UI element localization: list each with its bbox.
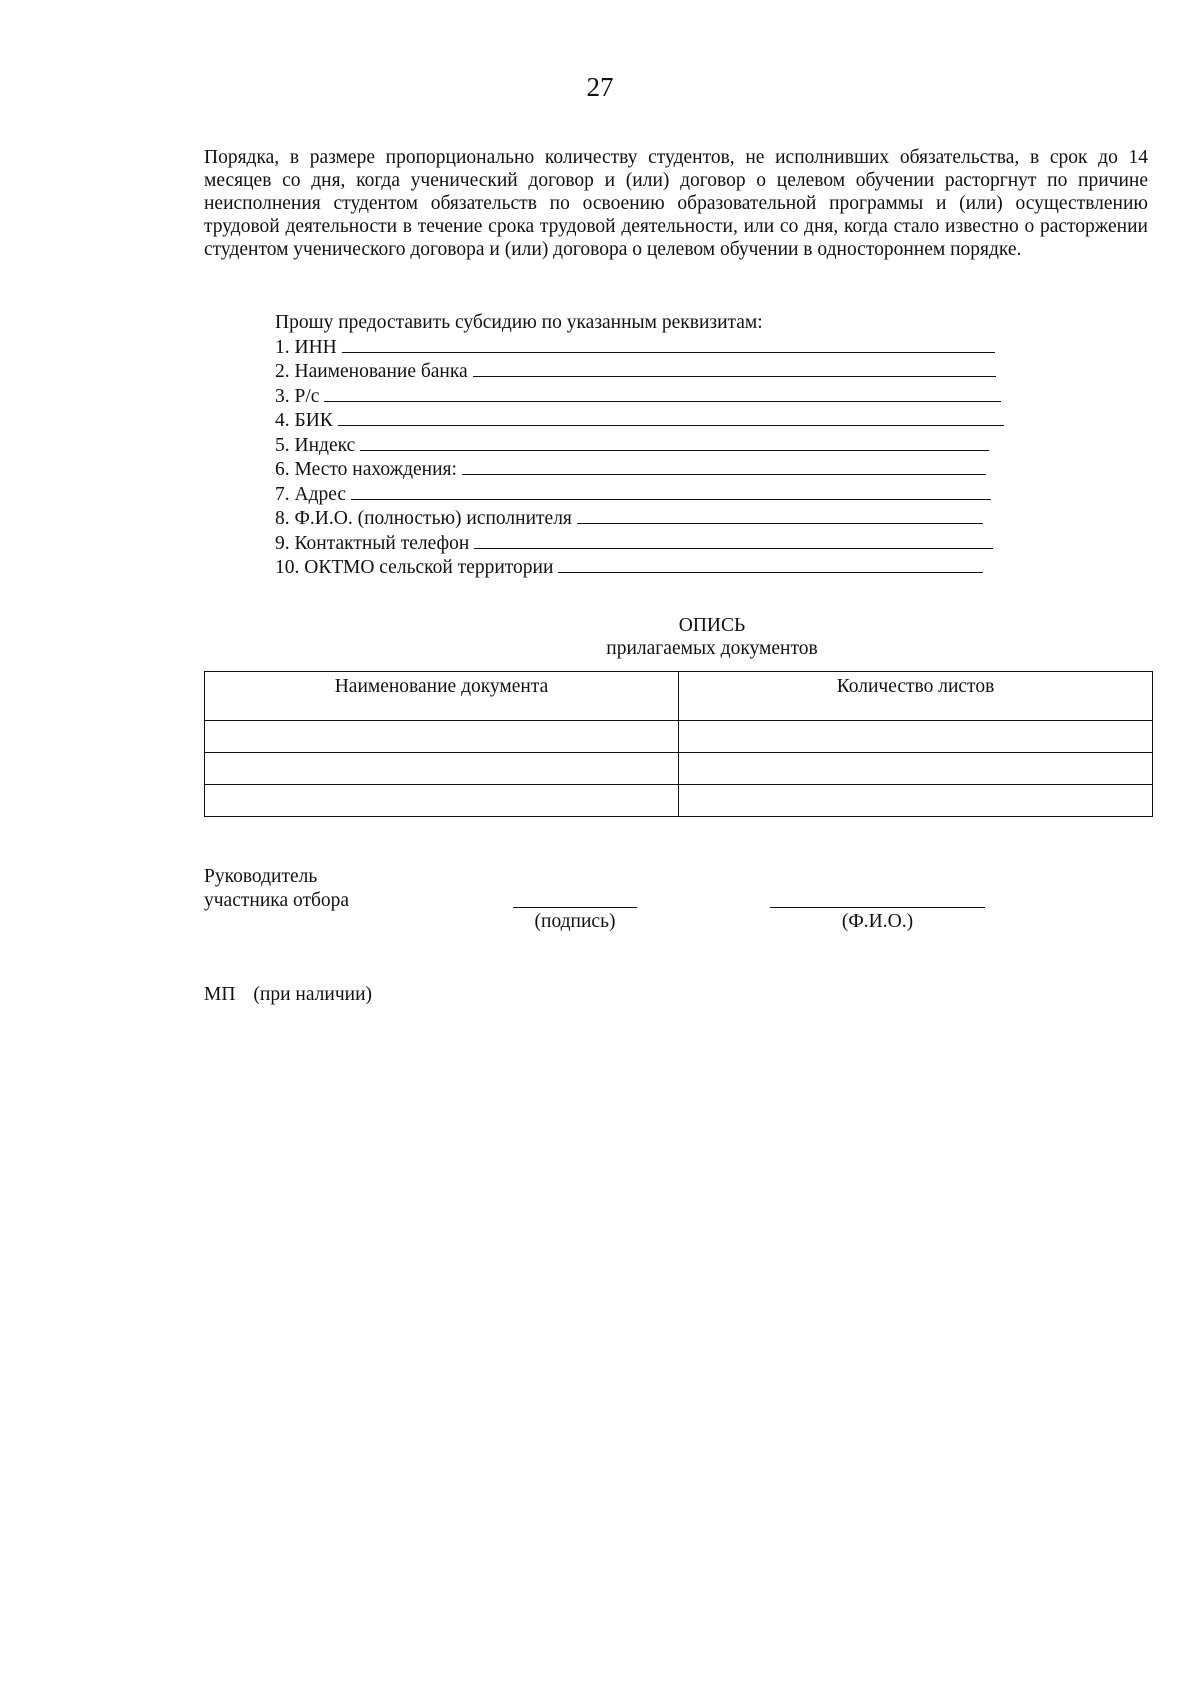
field-inn bbox=[275, 335, 1015, 360]
stamp-placeholder bbox=[204, 983, 372, 1007]
signer-label bbox=[204, 865, 349, 913]
fill-line[interactable] bbox=[474, 531, 993, 549]
name-line[interactable] bbox=[770, 907, 985, 908]
table-cell[interactable] bbox=[205, 753, 679, 785]
request-title: Прошу предоставить субсидию по указанным реквизитам: bbox=[275, 312, 763, 333]
field-label: 3. Р/с bbox=[275, 385, 320, 407]
field-label: 6. Место нахождения: bbox=[275, 459, 457, 480]
field-location bbox=[275, 457, 1015, 482]
field-executor-name bbox=[275, 506, 1015, 531]
table-row bbox=[205, 753, 1153, 785]
table-header-row bbox=[205, 672, 1153, 721]
field-label: 4. БИК bbox=[275, 410, 333, 431]
inventory-title: ОПИСЬ bbox=[678, 615, 746, 636]
fill-line[interactable] bbox=[360, 433, 989, 451]
field-label: 5. Индекс bbox=[275, 434, 356, 456]
fill-line[interactable] bbox=[351, 482, 991, 500]
table-cell[interactable] bbox=[205, 721, 679, 753]
stamp-label: МП bbox=[204, 984, 236, 1005]
fill-line[interactable] bbox=[324, 384, 1001, 402]
table-row bbox=[205, 785, 1153, 817]
fill-line[interactable] bbox=[338, 408, 1004, 426]
column-header-document-name: Наименование документа bbox=[205, 672, 679, 721]
field-label: 10. ОКТМО сельской территории bbox=[275, 557, 554, 578]
fill-line[interactable] bbox=[577, 506, 983, 524]
field-label: 2. Наименование банка bbox=[275, 361, 468, 382]
signer-label-line2: участника отбора bbox=[204, 890, 350, 911]
stamp-note: (при наличии) bbox=[253, 984, 373, 1005]
field-label: 8. Ф.И.О. (полностью) исполнителя bbox=[275, 508, 572, 529]
field-account bbox=[275, 384, 1015, 409]
field-label: 1. ИНН bbox=[275, 336, 337, 358]
field-label: 7. Адрес bbox=[275, 483, 347, 505]
signature-line[interactable] bbox=[513, 907, 637, 908]
documents-table bbox=[204, 671, 1153, 817]
fill-line[interactable] bbox=[473, 359, 996, 377]
fill-line[interactable] bbox=[462, 457, 986, 475]
bank-details-request bbox=[275, 311, 1015, 580]
field-oktmo bbox=[275, 555, 1015, 580]
intro-paragraph: Порядка, в размере пропорционально количеству студентов, не исполнивших обязательства, в срок до 14 месяцев со дня, когда ученический договор и (или) договор о целевом обучении расторгнут по причине неисполнения студентом обязательств по освоению образовательной программы и (или) осуществлению трудовой деятельности в течение срока трудовой деятельности, или со дня, когда стало известно о расторжении студентом ученического договора и (или) договора о целевом обучении в одностороннем порядке. bbox=[204, 147, 1148, 260]
table-cell[interactable] bbox=[679, 753, 1153, 785]
name-caption: (Ф.И.О.) bbox=[841, 911, 914, 932]
signature-caption: (подпись) bbox=[534, 911, 616, 932]
field-bik bbox=[275, 408, 1015, 433]
column-header-page-count: Количество листов bbox=[679, 672, 1153, 721]
fill-line[interactable] bbox=[558, 555, 983, 573]
table-cell[interactable] bbox=[679, 785, 1153, 817]
fill-line[interactable] bbox=[342, 335, 995, 353]
field-label: 9. Контактный телефон bbox=[275, 532, 470, 554]
page-number: 27 bbox=[586, 72, 614, 102]
field-index bbox=[275, 433, 1015, 458]
signer-label-line1: Руководитель bbox=[204, 866, 318, 887]
table-cell[interactable] bbox=[205, 785, 679, 817]
table-cell[interactable] bbox=[679, 721, 1153, 753]
field-bank-name bbox=[275, 359, 1015, 384]
inventory-subtitle: прилагаемых документов bbox=[606, 638, 818, 659]
field-address bbox=[275, 482, 1015, 507]
field-phone bbox=[275, 531, 1015, 556]
table-row bbox=[205, 721, 1153, 753]
